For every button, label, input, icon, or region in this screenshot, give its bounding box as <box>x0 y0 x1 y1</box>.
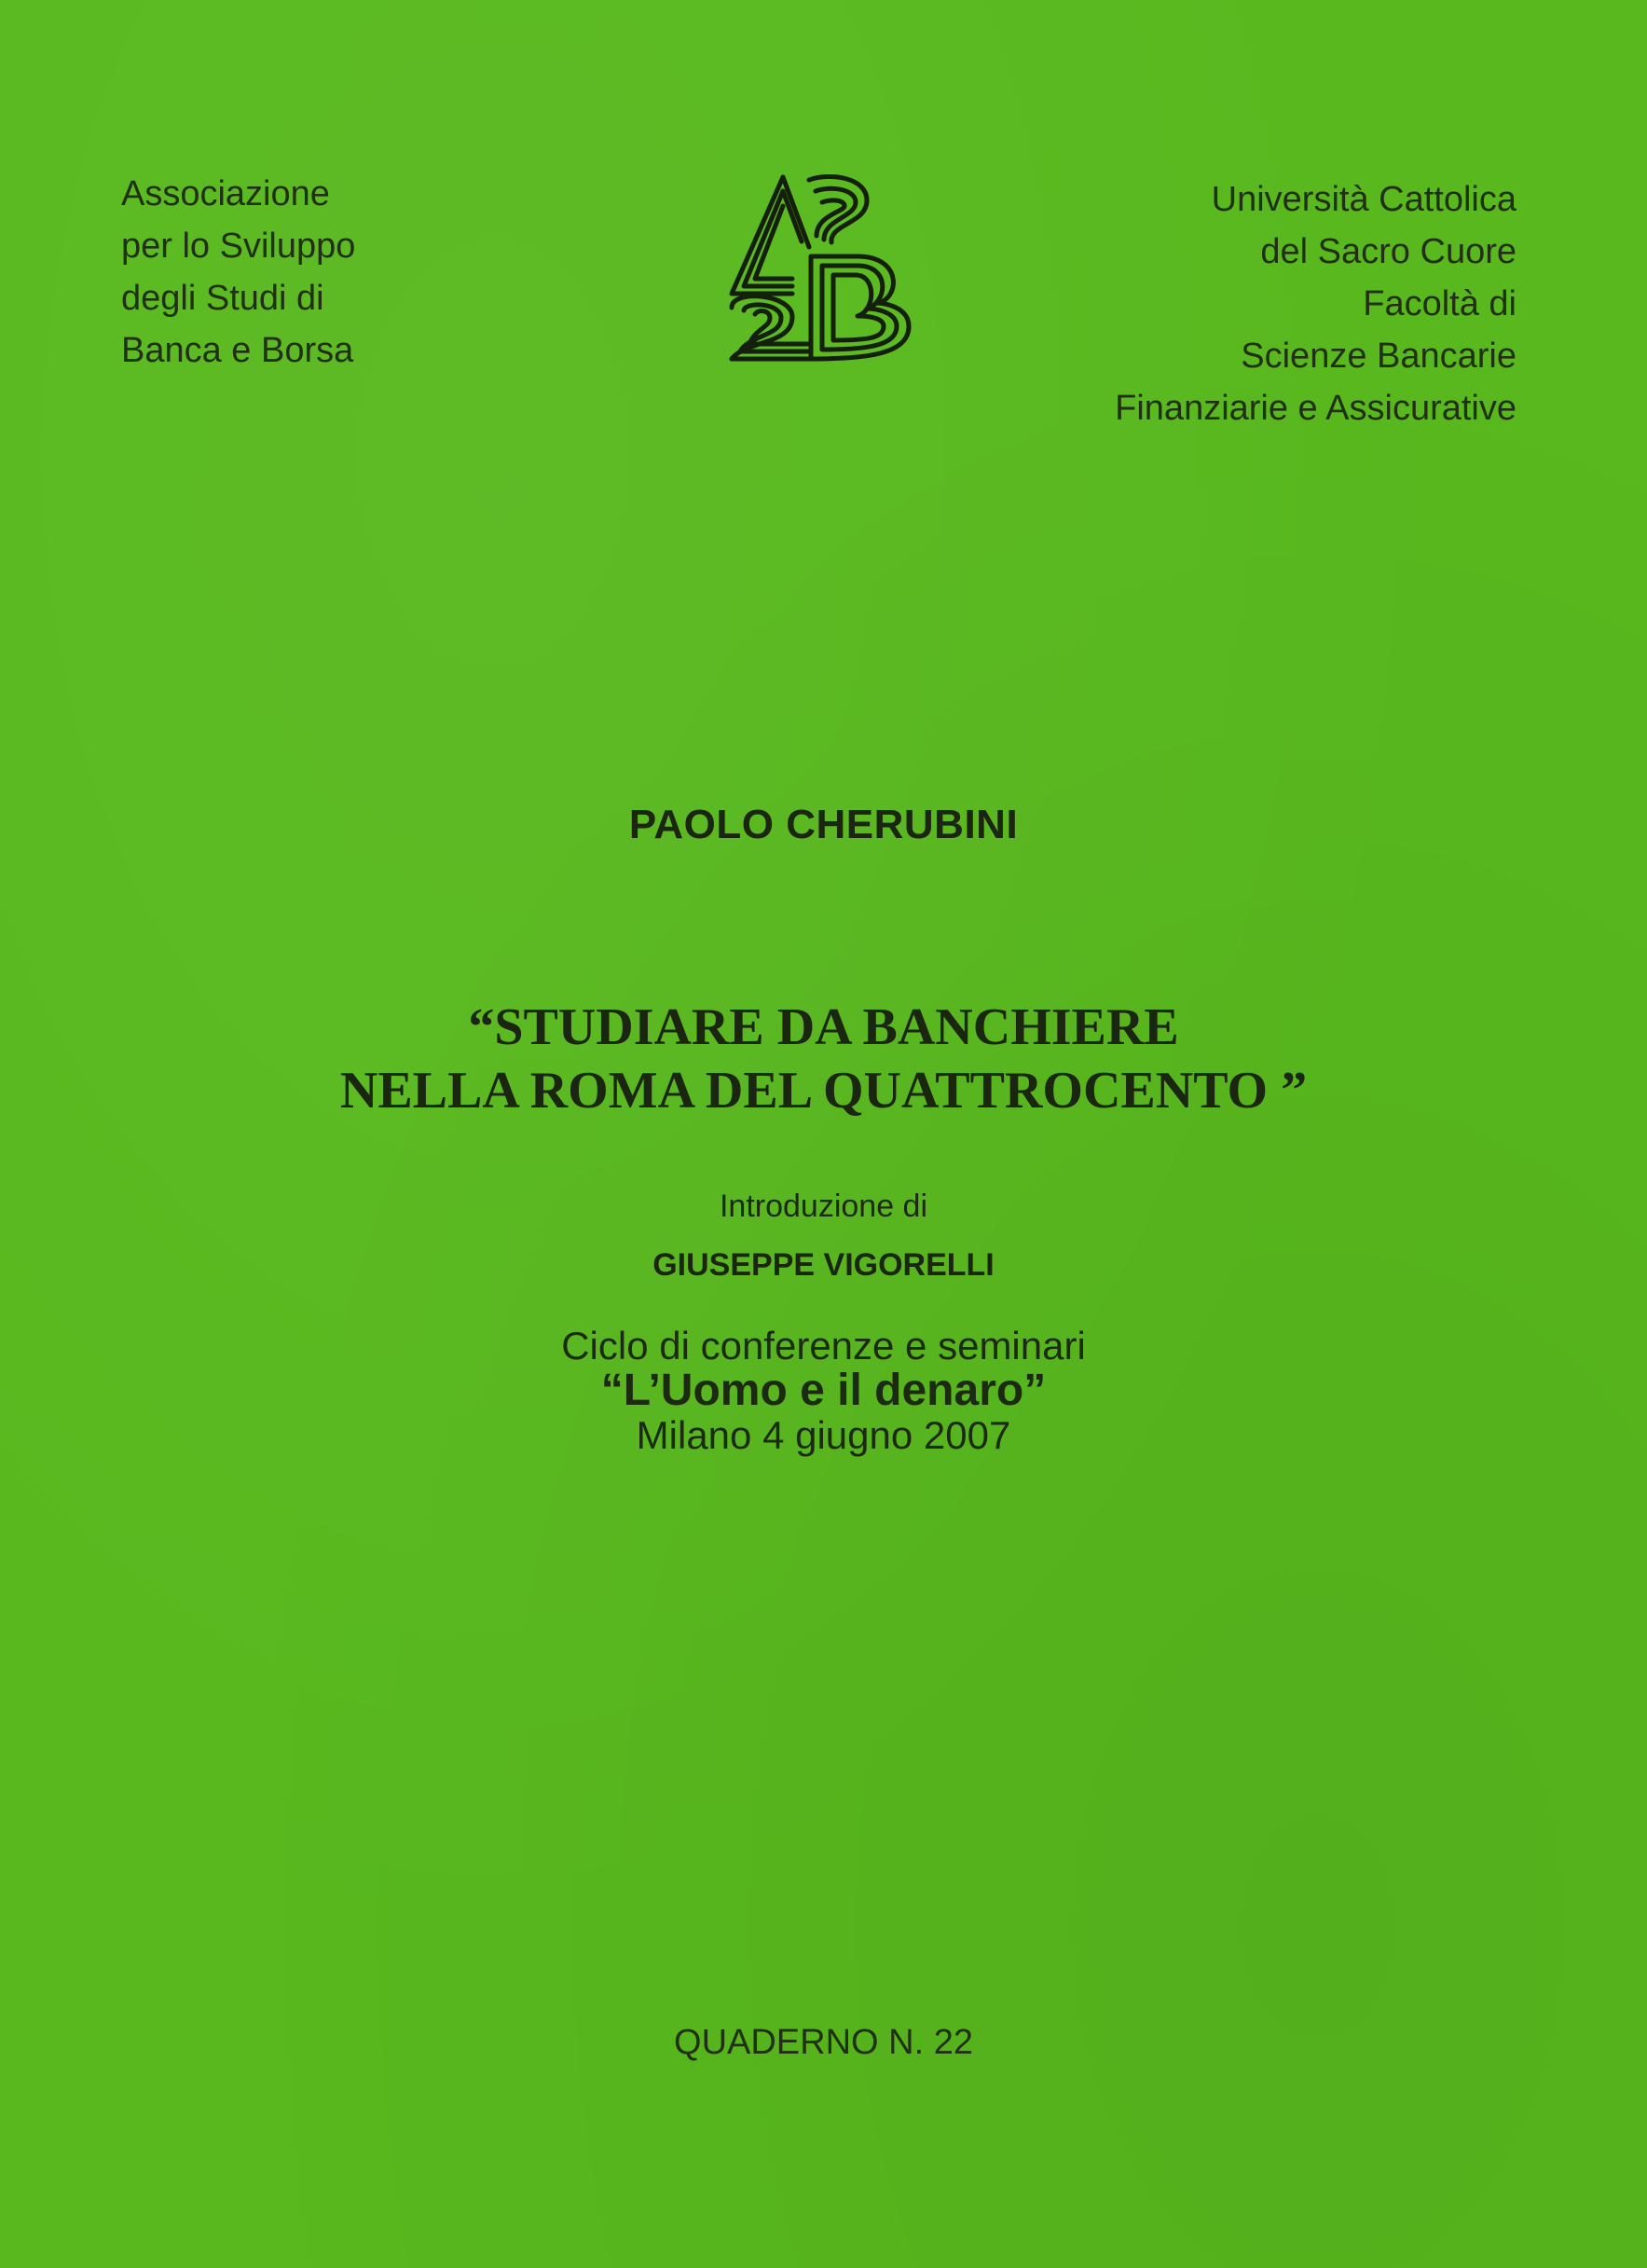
association-line: Banca e Borsa <box>121 331 354 370</box>
event-place-date: Milano 4 giugno 2007 <box>636 1413 1011 1457</box>
event-info <box>0 1324 1647 1458</box>
university-name <box>1115 173 1517 434</box>
association-line: degli Studi di <box>121 279 324 318</box>
association-name <box>121 168 355 377</box>
title-line: “STUDIARE DA BANCHIERE <box>468 998 1179 1056</box>
introduction-label: Introduzione di <box>719 1189 928 1224</box>
issue-number: QUADERNO N. 22 <box>674 2023 973 2062</box>
university-line: Finanziarie e Assicurative <box>1115 389 1517 428</box>
university-line: Università Cattolica <box>1211 180 1517 219</box>
introduction-author: GIUSEPPE VIGORELLI <box>652 1247 995 1283</box>
title-line: NELLA ROMA DEL QUATTROCENTO ” <box>339 1062 1308 1120</box>
university-line: Facoltà di <box>1363 284 1517 323</box>
association-line: per lo Sviluppo <box>121 227 356 266</box>
university-line: Scienze Bancarie <box>1241 337 1517 376</box>
event-series-title: “L’Uomo e il denaro” <box>600 1366 1047 1415</box>
author-name: PAOLO CHERUBINI <box>628 802 1019 847</box>
event-cycle: Ciclo di conferenze e seminari <box>561 1324 1086 1368</box>
university-line: del Sacro Cuore <box>1260 232 1517 271</box>
book-title <box>0 996 1647 1122</box>
asbb-monogram-logo <box>727 172 913 364</box>
association-line: Associazione <box>121 174 330 213</box>
